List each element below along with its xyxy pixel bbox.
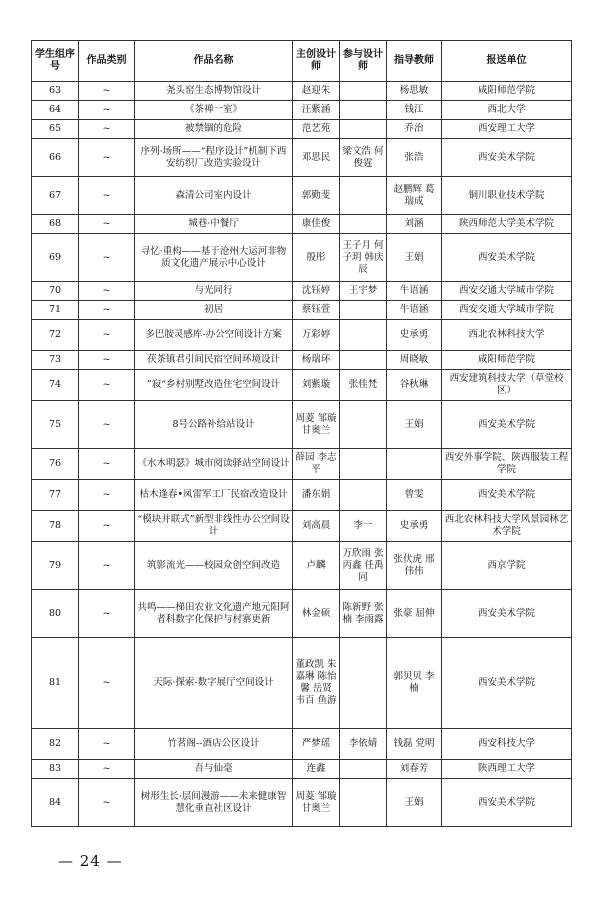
header-name: 作品名称 — [135, 41, 293, 82]
cell-lead: 刘高晨 — [293, 511, 340, 542]
cell-lead: 卢麟 — [293, 542, 340, 590]
cell-num: 63 — [32, 82, 79, 101]
cell-unit: 咸阳师范学院 — [442, 351, 572, 370]
cell-advisor: 牛语涵 — [387, 282, 442, 301]
cell-advisor: 钱磊 党明 — [387, 729, 442, 760]
table-row — [32, 729, 572, 760]
cell-lead: 刘紫璇 — [293, 370, 340, 401]
cell-num: 79 — [32, 542, 79, 590]
cell-name: 共鸣——梯田农业文化遗产地元阳阿者科数字化保护与村寨更新 — [135, 590, 293, 638]
cell-category: ~ — [79, 101, 135, 120]
header-participants: 参与设计师 — [340, 41, 387, 82]
cell-category: ~ — [79, 542, 135, 590]
cell-advisor: 王娟 — [387, 234, 442, 282]
cell-participants — [340, 301, 387, 320]
cell-category: ~ — [79, 351, 135, 370]
cell-advisor: 王娟 — [387, 779, 442, 827]
cell-participants — [340, 760, 387, 779]
cell-advisor: 赵鹏辉 葛瑞成 — [387, 177, 442, 215]
cell-category: ~ — [79, 511, 135, 542]
cell-category: ~ — [79, 480, 135, 511]
cell-num: 68 — [32, 215, 79, 234]
cell-unit: 西北大学 — [442, 101, 572, 120]
cell-unit: 西安美术学院 — [442, 234, 572, 282]
cell-participants — [340, 351, 387, 370]
cell-participants: 张佳梵 — [340, 370, 387, 401]
cell-num: 83 — [32, 760, 79, 779]
header-advisor: 指导教师 — [387, 41, 442, 82]
cell-participants — [340, 120, 387, 139]
table-row — [32, 351, 572, 370]
cell-unit: 咸阳师范学院 — [442, 82, 572, 101]
cell-advisor: 牛语涵 — [387, 301, 442, 320]
cell-advisor: 周晓敏 — [387, 351, 442, 370]
cell-unit: 西安交通大学城市学院 — [442, 301, 572, 320]
cell-category: ~ — [79, 215, 135, 234]
cell-name: 《茶禅一室》 — [135, 101, 293, 120]
cell-lead: 董政凯 朱嘉琳 陈怡馨 岳贤 韦百 鱼游 — [293, 638, 340, 729]
table-row — [32, 215, 572, 234]
cell-lead: 郭勤斐 — [293, 177, 340, 215]
cell-name: 茯茶镇君引间民宿空间环境设计 — [135, 351, 293, 370]
cell-name: 《水木明瑟》城市阅读驿站空间设计 — [135, 449, 293, 480]
cell-unit: 陕西理工大学 — [442, 760, 572, 779]
cell-advisor: 王娟 — [387, 401, 442, 449]
cell-lead: 殷彤 — [293, 234, 340, 282]
cell-unit: 西北农林科技大学 — [442, 320, 572, 351]
cell-participants — [340, 401, 387, 449]
table-row — [32, 779, 572, 827]
cell-unit: 西安外事学院、陕西服装工程学院 — [442, 449, 572, 480]
cell-num: 72 — [32, 320, 79, 351]
cell-unit: 西安美术学院 — [442, 590, 572, 638]
cell-name: 被禁锢的危险 — [135, 120, 293, 139]
entries-table — [31, 40, 572, 827]
cell-category: ~ — [79, 590, 135, 638]
cell-advisor: 刘春芳 — [387, 760, 442, 779]
table-row — [32, 301, 572, 320]
cell-category: ~ — [79, 449, 135, 480]
cell-participants: 陈新野 张楠 李雨露 — [340, 590, 387, 638]
table-row — [32, 480, 572, 511]
header-lead: 主创设计师 — [293, 41, 340, 82]
cell-unit: 西安理工大学 — [442, 120, 572, 139]
cell-participants: 梁文浩 何俊霆 — [340, 139, 387, 177]
cell-unit: 西安交通大学城市学院 — [442, 282, 572, 301]
cell-name: 森清公司室内设计 — [135, 177, 293, 215]
cell-name: 寻忆·重构——基于沧州大运河非物质文化遗产展示中心设计 — [135, 234, 293, 282]
cell-num: 75 — [32, 401, 79, 449]
cell-lead: 周菱 邹璇 甘奥兰 — [293, 401, 340, 449]
table-row — [32, 511, 572, 542]
cell-lead: 范艺苑 — [293, 120, 340, 139]
header-row — [32, 41, 572, 82]
table-row — [32, 370, 572, 401]
cell-num: 70 — [32, 282, 79, 301]
table-row — [32, 638, 572, 729]
table-row — [32, 401, 572, 449]
cell-num: 74 — [32, 370, 79, 401]
cell-advisor: 刘涵 — [387, 215, 442, 234]
cell-name: 与光同行 — [135, 282, 293, 301]
table-row — [32, 320, 572, 351]
cell-lead: 康佳俊 — [293, 215, 340, 234]
cell-participants — [340, 215, 387, 234]
cell-unit: 西安美术学院 — [442, 139, 572, 177]
cell-category: ~ — [79, 139, 135, 177]
cell-num: 67 — [32, 177, 79, 215]
header-category: 作品类别 — [79, 41, 135, 82]
cell-category: ~ — [79, 82, 135, 101]
cell-name: 序列·场所——“程序设计”机制下西安纺织厂改造实验设计 — [135, 139, 293, 177]
cell-unit: 西北农林科技大学风景园林艺术学院 — [442, 511, 572, 542]
cell-participants: 万欣雨 张丙鑫 任禹同 — [340, 542, 387, 590]
cell-name: 吾与仙毫 — [135, 760, 293, 779]
page-number: — 24 — — [58, 852, 123, 870]
cell-advisor: 张豪 屈伸 — [387, 590, 442, 638]
table-row — [32, 82, 572, 101]
cell-participants — [340, 320, 387, 351]
cell-unit: 铜川职业技术学院 — [442, 177, 572, 215]
cell-lead: 薛园 李志平 — [293, 449, 340, 480]
cell-participants — [340, 449, 387, 480]
cell-name: 天际·探索-数字展厅空间设计 — [135, 638, 293, 729]
cell-num: 82 — [32, 729, 79, 760]
cell-unit: 西京学院 — [442, 542, 572, 590]
cell-advisor — [387, 449, 442, 480]
cell-lead: 严梦瑶 — [293, 729, 340, 760]
cell-participants — [340, 101, 387, 120]
cell-num: 73 — [32, 351, 79, 370]
cell-category: ~ — [79, 120, 135, 139]
cell-participants — [340, 779, 387, 827]
cell-participants: 李一 — [340, 511, 387, 542]
cell-category: ~ — [79, 401, 135, 449]
cell-lead: 林金硕 — [293, 590, 340, 638]
table-row — [32, 120, 572, 139]
cell-name: 城巷·中餐厅 — [135, 215, 293, 234]
cell-advisor: 史承勇 — [387, 511, 442, 542]
cell-lead: 杨瑞环 — [293, 351, 340, 370]
table-row — [32, 282, 572, 301]
table-row — [32, 101, 572, 120]
cell-category: ~ — [79, 729, 135, 760]
cell-name: 筑影流光——校园众创空间改造 — [135, 542, 293, 590]
cell-category: ~ — [79, 320, 135, 351]
cell-lead: 赵迎朱 — [293, 82, 340, 101]
cell-category: ~ — [79, 177, 135, 215]
cell-lead: 邓思民 — [293, 139, 340, 177]
cell-lead: 周菱 邹璇 甘奥兰 — [293, 779, 340, 827]
table-row — [32, 234, 572, 282]
cell-unit: 西安美术学院 — [442, 401, 572, 449]
cell-name: 初居 — [135, 301, 293, 320]
cell-participants: 王宇梦 — [340, 282, 387, 301]
cell-name: ”寂“乡村别墅改造住宅空间设计 — [135, 370, 293, 401]
cell-lead: 万彩婷 — [293, 320, 340, 351]
cell-num: 80 — [32, 590, 79, 638]
table-row — [32, 590, 572, 638]
cell-participants — [340, 177, 387, 215]
cell-num: 69 — [32, 234, 79, 282]
cell-advisor: 张伏虎 邢伟伟 — [387, 542, 442, 590]
cell-participants — [340, 82, 387, 101]
cell-lead: 潘东娟 — [293, 480, 340, 511]
table-row — [32, 177, 572, 215]
cell-advisor: 钱江 — [387, 101, 442, 120]
cell-advisor: 杨思敏 — [387, 82, 442, 101]
cell-advisor: 张浩 — [387, 139, 442, 177]
cell-num: 64 — [32, 101, 79, 120]
cell-unit: 西安美术学院 — [442, 779, 572, 827]
cell-unit: 西安建筑科技大学（草堂校区） — [442, 370, 572, 401]
cell-lead: 蔡钰萱 — [293, 301, 340, 320]
cell-advisor: 曾雯 — [387, 480, 442, 511]
cell-advisor: 谷秋琳 — [387, 370, 442, 401]
header-unit: 报送单位 — [442, 41, 572, 82]
header-num: 学生组序号 — [32, 41, 79, 82]
cell-lead: 连鑫 — [293, 760, 340, 779]
cell-category: ~ — [79, 234, 135, 282]
cell-participants — [340, 638, 387, 729]
cell-unit: 陕西师范大学美术学院 — [442, 215, 572, 234]
cell-category: ~ — [79, 282, 135, 301]
cell-num: 78 — [32, 511, 79, 542]
cell-unit: 西安美术学院 — [442, 638, 572, 729]
table-row — [32, 139, 572, 177]
cell-category: ~ — [79, 760, 135, 779]
cell-category: ~ — [79, 301, 135, 320]
cell-unit: 西安美术学院 — [442, 480, 572, 511]
cell-num: 76 — [32, 449, 79, 480]
cell-num: 65 — [32, 120, 79, 139]
cell-name: 多巴胺灵感库-办公空间设计方案 — [135, 320, 293, 351]
cell-name: 竹茗阁--酒店公区设计 — [135, 729, 293, 760]
cell-name: “模块并联式”新型非线性办公空间设计 — [135, 511, 293, 542]
cell-num: 77 — [32, 480, 79, 511]
cell-advisor: 郭贝贝 李楠 — [387, 638, 442, 729]
cell-num: 81 — [32, 638, 79, 729]
cell-advisor: 史承勇 — [387, 320, 442, 351]
cell-num: 71 — [32, 301, 79, 320]
cell-lead: 汪紫涵 — [293, 101, 340, 120]
table-row — [32, 449, 572, 480]
cell-unit: 西安科技大学 — [442, 729, 572, 760]
cell-category: ~ — [79, 638, 135, 729]
cell-participants: 王子月 何子玥 韩庆辰 — [340, 234, 387, 282]
cell-name: 8号公路补给站设计 — [135, 401, 293, 449]
cell-category: ~ — [79, 779, 135, 827]
cell-num: 84 — [32, 779, 79, 827]
table-row — [32, 542, 572, 590]
cell-lead: 沈钰婷 — [293, 282, 340, 301]
table-row — [32, 760, 572, 779]
cell-name: 尧头窑生态博物馆设计 — [135, 82, 293, 101]
cell-name: 树形生长·层间漫游——未来健康智慧化垂直社区设计 — [135, 779, 293, 827]
cell-name: 枯木逢春•凤雷军工厂民宿改造设计 — [135, 480, 293, 511]
cell-participants: 李依婧 — [340, 729, 387, 760]
cell-category: ~ — [79, 370, 135, 401]
cell-advisor: 乔治 — [387, 120, 442, 139]
cell-participants — [340, 480, 387, 511]
cell-num: 66 — [32, 139, 79, 177]
